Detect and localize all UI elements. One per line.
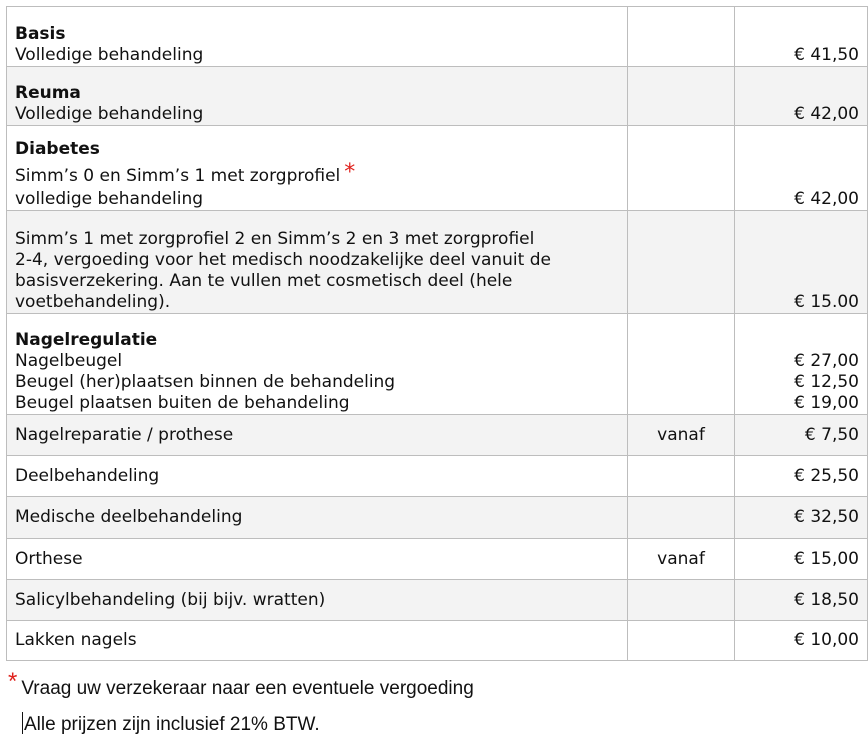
description-cell: Deelbehandeling	[7, 456, 628, 497]
row-title: Diabetes	[15, 139, 100, 159]
table-row	[7, 415, 868, 456]
table-row	[7, 621, 868, 661]
row-line: Volledige behandeling	[15, 104, 204, 124]
row-line: Volledige behandeling	[15, 45, 204, 65]
price-cell: € 10,00	[735, 621, 868, 661]
vat-note[interactable]	[22, 712, 320, 736]
price-cell: € 18,50	[735, 580, 868, 621]
price-cell	[735, 314, 868, 415]
row-title: Nagelregulatie	[15, 330, 158, 350]
row-line: Beugel plaatsen buiten de behandeling	[15, 393, 350, 413]
qualifier-cell: vanaf	[628, 415, 735, 456]
qualifier-cell	[628, 580, 735, 621]
row-line: voetbehandeling).	[15, 292, 171, 312]
qualifier-cell	[628, 456, 735, 497]
table-row	[7, 7, 868, 67]
table-row	[7, 314, 868, 415]
price: € 19,00	[794, 393, 859, 413]
text-cursor-icon	[22, 712, 23, 734]
description-cell: Medische deelbehandeling	[7, 497, 628, 539]
description-cell	[7, 67, 628, 126]
row-title: Reuma	[15, 83, 81, 103]
row-line: Nagelbeugel	[15, 351, 123, 371]
qualifier-cell	[628, 7, 735, 67]
price: € 15.00	[794, 292, 859, 312]
row-line: basisverzekering. Aan te vullen met cosmetisch deel (hele	[15, 271, 513, 291]
table-row	[7, 211, 868, 314]
description-cell	[7, 314, 628, 415]
price-cell	[735, 67, 868, 126]
vat-note-text: Alle prijzen zijn inclusief 21% BTW.	[24, 714, 320, 735]
row-line: volledige behandeling	[15, 189, 204, 209]
table-row	[7, 539, 868, 580]
qualifier-cell	[628, 314, 735, 415]
footnote	[8, 668, 474, 700]
table-row	[7, 456, 868, 497]
price-cell	[735, 211, 868, 314]
description-cell	[7, 211, 628, 314]
price: € 41,50	[794, 45, 859, 65]
description-cell: Salicylbehandeling (bij bijv. wratten)	[7, 580, 628, 621]
qualifier-cell: vanaf	[628, 539, 735, 580]
row-line: Simm’s 1 met zorgprofiel 2 en Simm’s 2 en 3 met zorgprofiel	[15, 229, 535, 249]
table-row	[7, 497, 868, 539]
footnote-text: Vraag uw verzekeraar naar een eventuele vergoeding	[21, 678, 474, 699]
table-row	[7, 126, 868, 211]
row-title: Basis	[15, 24, 66, 44]
qualifier-cell	[628, 67, 735, 126]
price: € 42,00	[794, 189, 859, 209]
asterisk-icon: *	[344, 160, 356, 185]
row-line: Beugel (her)plaatsen binnen de behandeling	[15, 372, 396, 392]
description-cell: Lakken nagels	[7, 621, 628, 661]
description-cell: Nagelreparatie / prothese	[7, 415, 628, 456]
price-cell: € 32,50	[735, 497, 868, 539]
qualifier-cell	[628, 211, 735, 314]
row-line: 2-4, vergoeding voor het medisch noodzakelijke deel vanuit de	[15, 250, 551, 270]
description-cell: Orthese	[7, 539, 628, 580]
asterisk-icon: *	[8, 668, 18, 695]
row-line-text: Simm’s 0 en Simm’s 1 met zorgprofiel	[15, 166, 341, 186]
description-cell	[7, 126, 628, 211]
price-cell: € 25,50	[735, 456, 868, 497]
price: € 12,50	[794, 372, 859, 392]
qualifier-cell	[628, 621, 735, 661]
price-cell	[735, 7, 868, 67]
price-cell	[735, 126, 868, 211]
price-cell: € 15,00	[735, 539, 868, 580]
price-cell: € 7,50	[735, 415, 868, 456]
qualifier-cell	[628, 126, 735, 211]
description-cell	[7, 7, 628, 67]
price: € 27,00	[794, 351, 859, 371]
qualifier-cell	[628, 497, 735, 539]
price: € 42,00	[794, 104, 859, 124]
table-row	[7, 580, 868, 621]
table-row	[7, 67, 868, 126]
price-table	[6, 6, 868, 661]
row-line	[15, 160, 619, 189]
